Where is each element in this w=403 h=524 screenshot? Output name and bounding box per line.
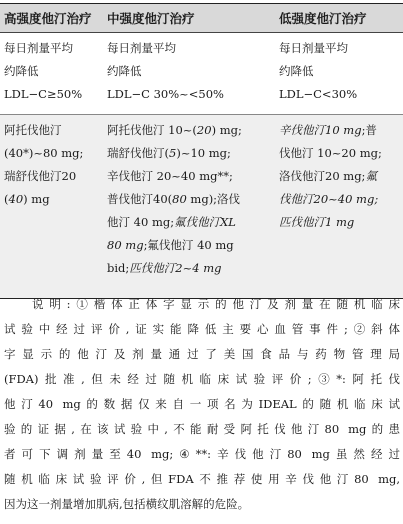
italic-statin: 匹伐他汀2~4 mg [129, 261, 222, 275]
text-line [279, 119, 401, 142]
footnote-line: 他汀40 mg的数据仅来自一项名为IDEAL的随机临床试 [4, 397, 400, 411]
text-run: ) mg [23, 192, 50, 206]
text-line [4, 188, 101, 211]
table-row-ldl-reduction [0, 33, 403, 115]
text-line [279, 165, 401, 188]
footnote-line: 说明:①楷体正体字显示的他汀及剂量在随机临床 [32, 297, 400, 311]
text-line: 伐他汀20~40 mg; [279, 192, 379, 206]
text-line: 伐他汀 10~20 mg; [279, 146, 382, 160]
footnote-line: 验的证据,在该试验中,不能耐受阿托伐他汀80 mg的患 [4, 422, 400, 436]
text-line: 每日剂量平均 [4, 41, 73, 55]
statin-intensity-table [0, 3, 403, 299]
text-run: bid; [107, 261, 130, 275]
text-line: LDL−C 30%~<50% [107, 87, 224, 101]
text-line: (40*)~80 mg; [4, 146, 84, 160]
text-run: ;普 [361, 123, 377, 137]
footnote-line: 者可下调剂量至40 mg;④**:辛伐他汀80 mg虽然经过 [4, 447, 400, 461]
cell-high-ldl [0, 33, 103, 115]
text-run: 阿托伐他汀 10~( [107, 123, 197, 137]
text-run: 他汀 40 mg; [107, 215, 175, 229]
text-line: 约降低 [4, 64, 39, 78]
text-line [107, 211, 273, 234]
footnote-line: 试验中经过评价,证实能降低主要心血管事件;②斜体 [4, 322, 400, 336]
text-run: 普伐他汀40( [107, 192, 173, 206]
text-line: LDL−C<30% [279, 87, 358, 101]
cell-mid-doses [103, 115, 275, 299]
header-low-intensity: 低强度他汀治疗 [275, 4, 403, 33]
cell-low-ldl [275, 33, 403, 115]
table-footnote [4, 292, 400, 517]
table-row-statin-doses [0, 115, 403, 299]
footnote-line: 字显示的他汀及剂量通过了美国食品与药物管理局 [4, 347, 400, 361]
text-line [107, 257, 273, 280]
text-run: ) mg; [211, 123, 242, 137]
italic-dose: 80 mg [107, 238, 144, 252]
table-header-row [0, 4, 403, 33]
text-run: 洛伐他汀20 mg; [279, 169, 366, 183]
cell-low-doses [275, 115, 403, 299]
text-line: LDL−C≥50% [4, 87, 83, 101]
text-line: 阿托伐他汀 [4, 123, 62, 137]
text-line [107, 119, 273, 142]
text-line: 每日剂量平均 [279, 41, 348, 55]
text-line [107, 188, 273, 211]
text-line: 辛伐他汀 20~40 mg**; [107, 169, 233, 183]
footnote-line: (FDA)批准,但未经过随机临床试验评价;③*:阿托伐 [4, 372, 400, 386]
italic-statin: 氟 [365, 169, 377, 183]
italic-dose: 5 [169, 146, 177, 160]
italic-statin: 辛伐他汀10 mg [279, 123, 362, 137]
footnote-line: 因为这一剂量增加肌病,包括横纹肌溶解的危险。 [4, 497, 250, 511]
text-line [107, 234, 273, 257]
italic-statin: 氟伐他汀XL [174, 215, 236, 229]
italic-dose: 40 [8, 192, 24, 206]
text-run: mg);洛伐 [186, 192, 241, 206]
text-line: 约降低 [279, 64, 314, 78]
text-line: 约降低 [107, 64, 142, 78]
text-run: )~10 mg; [176, 146, 231, 160]
header-high-intensity: 高强度他汀治疗 [0, 4, 103, 33]
cell-high-doses [0, 115, 103, 299]
cell-mid-ldl [103, 33, 275, 115]
header-moderate-intensity: 中强度他汀治疗 [103, 4, 275, 33]
italic-dose: 20 [196, 123, 212, 137]
italic-dose: 80 [172, 192, 187, 206]
text-line [107, 142, 273, 165]
text-line: 瑞舒伐他汀20 [4, 169, 77, 183]
text-line: 匹伐他汀1 mg [279, 215, 355, 229]
text-run: ( [4, 192, 9, 206]
text-run: 瑞舒伐他汀( [107, 146, 169, 160]
text-line: 每日剂量平均 [107, 41, 176, 55]
footnote-line: 随机临床试验评价,但FDA不推荐使用辛伐他汀80 mg, [4, 472, 400, 486]
text-run: ;氟伐他汀 40 mg [143, 238, 234, 252]
